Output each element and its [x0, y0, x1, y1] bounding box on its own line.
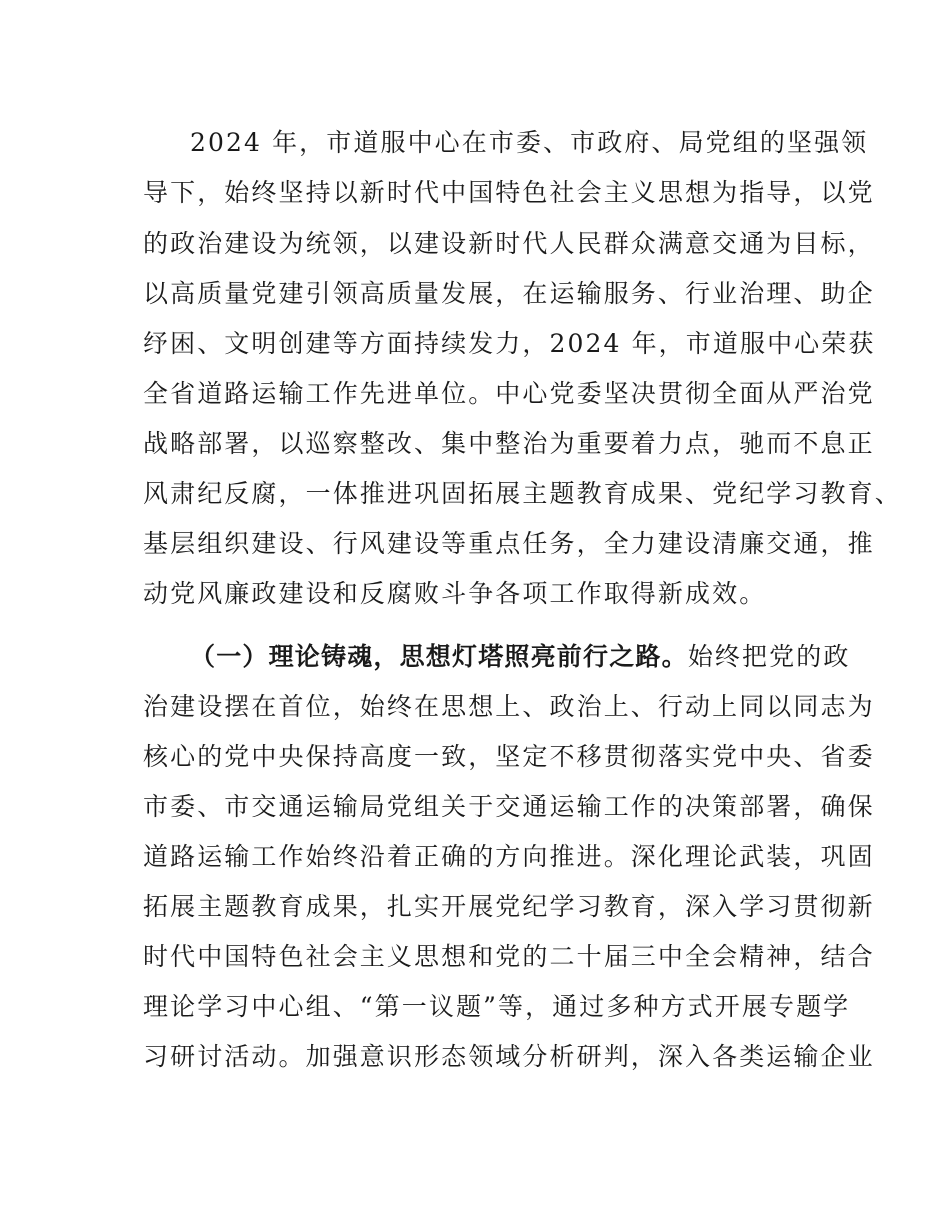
paragraph-1-line-1: 2024 年，市道服中心在市委、市政府、局党组的坚强领	[190, 128, 869, 157]
section-1-line-8: 理论学习中心组、“第一议题”等，通过多种方式开展专题学	[143, 992, 851, 1021]
paragraph-1-line-3: 的政治建设为统领，以建设新时代人民群众满意交通为目标，	[143, 229, 875, 258]
section-1-heading: （一）理论铸魂，思想灯塔照亮前行之路。	[190, 642, 688, 671]
section-1-line-2: 治建设摆在首位，始终在思想上、政治上、行动上同以同志为	[143, 692, 875, 721]
section-1-line-7: 时代中国特色社会主义思想和党的二十届三中全会精神，结合	[143, 942, 875, 971]
section-1-line-9: 习研讨活动。加强意识形态领域分析研判，深入各类运输企业	[143, 1042, 875, 1071]
paragraph-1-line-10: 动党风廉政建设和反腐败斗争各项工作取得新成效。	[143, 579, 767, 608]
paragraph-1-line-2: 导下，始终坚持以新时代中国特色社会主义思想为指导，以党	[143, 178, 875, 207]
section-1-line-5: 道路运输工作始终沿着正确的方向推进。深化理论武装，巩固	[143, 842, 875, 871]
paragraph-1-line-9: 基层组织建设、行风建设等重点任务，全力建设清廉交通，推	[143, 529, 875, 558]
section-1-line-3: 核心的党中央保持高度一致，坚定不移贯彻落实党中央、省委	[143, 742, 875, 771]
paragraph-1-line-7: 战略部署，以巡察整改、集中整治为重要着力点，驰而不息正	[143, 429, 875, 458]
paragraph-1-line-5: 纾困、文明创建等方面持续发力，2024 年，市道服中心荣获	[143, 329, 876, 358]
paragraph-1-line-4: 以高质量党建引领高质量发展，在运输服务、行业治理、助企	[143, 279, 875, 308]
paragraph-1-line-8: 风肃纪反腐，一体推进巩固拓展主题教育成果、党纪学习教育、	[143, 479, 902, 508]
section-1-first-line-text: 始终把党的政	[687, 642, 851, 671]
section-1-line-6: 拓展主题教育成果，扎实开展党纪学习教育，深入学习贯彻新	[143, 892, 875, 921]
section-1-first-line	[190, 641, 850, 673]
paragraph-1-line-6: 全省道路运输工作先进单位。中心党委坚决贯彻全面从严治党	[143, 379, 875, 408]
section-1-line-4: 市委、市交通运输局党组关于交通运输工作的决策部署，确保	[143, 792, 875, 821]
